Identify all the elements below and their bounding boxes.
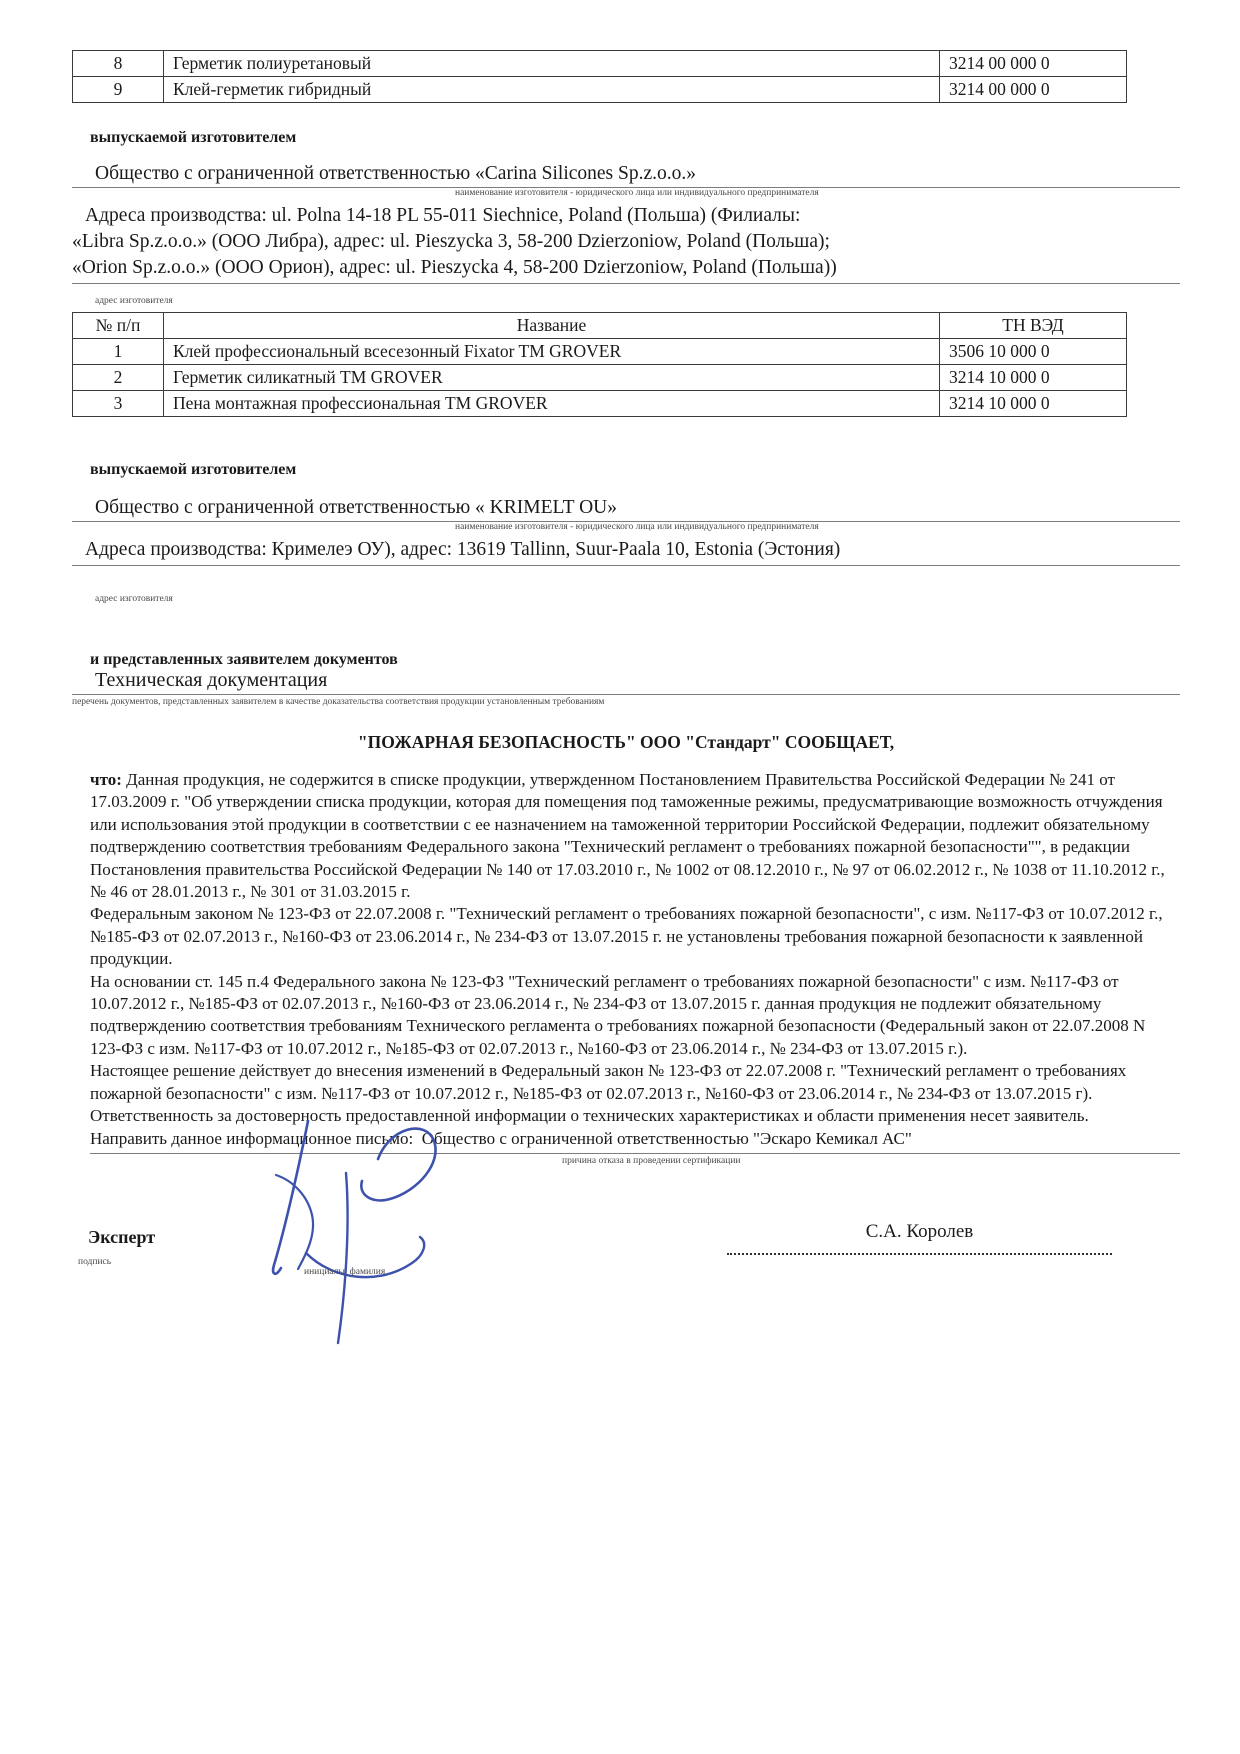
made-by-heading: выпускаемой изготовителем xyxy=(90,461,297,478)
manufacturer-caption: наименование изготовителя - юридического лица или индивидуального предпринимателя xyxy=(455,188,819,198)
cell-tnved-code: 3214 10 000 0 xyxy=(940,391,1127,417)
table-row xyxy=(73,51,1127,77)
manufacturer-name-line: Общество с ограниченной ответственностью «Carina Silicones Sp.z.o.o.» xyxy=(72,163,1180,188)
statement-paragraph xyxy=(90,769,1180,903)
expert-label: Эксперт xyxy=(88,1226,156,1247)
cell-product-name: Клей профессиональный всесезонный Fixator TM GROVER xyxy=(164,339,940,365)
manufacturer-name-line: Общество с ограниченной ответственностью « KRIMELT OU» xyxy=(72,497,1180,522)
documents-caption: перечень документов, представленных заявителем в качестве доказательства соответствия продукции установленным требованиям xyxy=(72,697,605,707)
expert-name: С.А. Королев xyxy=(865,1220,974,1242)
table-row xyxy=(73,365,1127,391)
cell-tnved-code: 3214 00 000 0 xyxy=(940,51,1127,77)
cell-row-number: 1 xyxy=(73,339,164,365)
documents-heading: и представленных заявителем документов xyxy=(90,651,398,668)
signature-caption: инициалы, фамилия xyxy=(304,1266,386,1277)
statement-title: "ПОЖАРНАЯ БЕЗОПАСНОСТЬ" ООО "Стандарт" СООБЩАЕТ, xyxy=(357,732,895,752)
cell-row-number: 9 xyxy=(73,77,164,103)
header-tnved-code: ТН ВЭД xyxy=(940,313,1127,339)
address-caption: адрес изготовителя xyxy=(95,296,173,306)
cell-product-name: Клей-герметик гибридный xyxy=(164,77,940,103)
manufacturer-caption: наименование изготовителя - юридического лица или индивидуального предпринимателя xyxy=(455,522,819,532)
made-by-heading: выпускаемой изготовителем xyxy=(90,129,297,146)
handwritten-signature xyxy=(250,1113,460,1363)
signature-block xyxy=(72,1175,1180,1475)
documents-value-line: Техническая документация xyxy=(72,669,1180,695)
table-row xyxy=(73,77,1127,103)
production-address-line: «Libra Sp.z.o.o.» (ООО Либра), адрес: ul. Pieszycka 3, 58-200 Dzierzoniow, Poland (Польша); xyxy=(72,231,830,252)
statement-paragraph: На основании ст. 145 п.4 Федерального закона № 123-ФЗ "Технический регламент о требованиях пожарной безопасности" с изм. №117-ФЗ от 10.07.2012 г., №185-ФЗ от 02.07.2013 г., №160-ФЗ от 23.06.2014 г., № 234-ФЗ от 13.07.2015 г. данная продукция не подлежит обязательному подтверждению соответствия требованиям Технического регламента о требованиях пожарной безопасности (Федеральный закон от 22.07.2008 N 123-ФЗ с изм. №117-ФЗ от 10.07.2012 г., №185-ФЗ от 02.07.2013 г., №160-ФЗ от 23.06.2014 г., № 234-ФЗ от 13.07.2015 г.). xyxy=(90,971,1146,1058)
signature-dotted-line xyxy=(727,1225,1112,1255)
that-label: что: xyxy=(90,770,122,789)
cell-product-name: Герметик силикатный TM GROVER xyxy=(164,365,940,391)
cell-product-name: Пена монтажная профессиональная TM GROVER xyxy=(164,391,940,417)
product-table-top xyxy=(72,50,1127,103)
header-row-number: № п/п xyxy=(73,313,164,339)
production-address-line: Адреса производства: Кримелеэ ОУ), адрес: 13619 Tallinn, Suur-Paala 10, Estonia (Эстония) xyxy=(72,537,1180,566)
cell-tnved-code: 3214 00 000 0 xyxy=(940,77,1127,103)
table-header-row xyxy=(73,313,1127,339)
address-caption: адрес изготовителя xyxy=(95,594,173,604)
forward-value: Общество с ограниченной ответственностью "Эскаро Кемикал АС" xyxy=(421,1128,912,1148)
table-row xyxy=(73,391,1127,417)
cell-row-number: 3 xyxy=(73,391,164,417)
header-product-name: Название xyxy=(164,313,940,339)
statement-paragraph: Федеральным законом № 123-ФЗ от 22.07.2008 г. "Технический регламент о требованиях пожарной безопасности", с изм. №117-ФЗ от 10.07.2012 г., №185-ФЗ от 02.07.2013 г., №160-ФЗ от 23.06.2014 г., № 234-ФЗ от 13.07.2015 г. не установлены требования пожарной безопасности к заявленной продукции. xyxy=(90,904,1163,969)
statement-paragraph: Ответственность за достоверность предоставленной информации о технических характеристиках и области применения несет заявитель. xyxy=(90,1106,1089,1126)
statement-paragraph: Настоящее решение действует до внесения изменений в Федеральный закон № 123-ФЗ от 22.07.2008 г. "Технический регламент о требованиях пожарной безопасности" с изм. №117-ФЗ от 10.07.2012 г., №185-ФЗ от 02.07.2013 г., №160-ФЗ от 23.06.2014 г., № 234-ФЗ от 13.07.2015 г). xyxy=(90,1061,1127,1103)
paragraph-text: Данная продукция, не содержится в списке продукции, утвержденном Постановлением Правительства Российской Федерации № 241 от 17.03.2009 г. "Об утверждении списка продукции, которая для помещения под таможенные режимы, предусматривающие возможность отчуждения или использования этой продукции в соответствии с ее назначением на таможенной территории Российской Федерации, подлежит обязательному подтверждению соответствия требованиям Федерального закона "Технический регламент о требованиях пожарной безопасности"", в редакции Постановления правительства Российской Федерации № 140 от 17.03.2010 г., № 1002 от 08.12.2010 г., № 97 от 06.02.2012 г., № 1038 от 11.10.2012 г., № 46 от 28.01.2013 г., № 301 от 31.03.2015 г. xyxy=(90,770,1165,902)
production-address-line: Адреса производства: ul. Polna 14-18 PL 55-011 Siechnice, Poland (Польша) (Филиалы: xyxy=(85,205,801,226)
signature-caption: подпись xyxy=(78,1256,112,1267)
cell-tnved-code: 3214 10 000 0 xyxy=(940,365,1127,391)
forward-label: Направить данное информационное письмо: xyxy=(90,1128,414,1148)
cell-tnved-code: 3506 10 000 0 xyxy=(940,339,1127,365)
production-address-line: «Orion Sp.z.o.o.» (ООО Орион), адрес: ul. Pieszycka 4, 58-200 Dzierzoniow, Poland (Польша)) xyxy=(72,255,1180,284)
cell-product-name: Герметик полиуретановый xyxy=(164,51,940,77)
table-row xyxy=(73,339,1127,365)
product-table-carina xyxy=(72,312,1127,417)
cell-row-number: 8 xyxy=(73,51,164,77)
cell-row-number: 2 xyxy=(73,365,164,391)
forward-caption: причина отказа в проведении сертификации xyxy=(562,1155,741,1166)
statement-body xyxy=(72,769,1180,1167)
